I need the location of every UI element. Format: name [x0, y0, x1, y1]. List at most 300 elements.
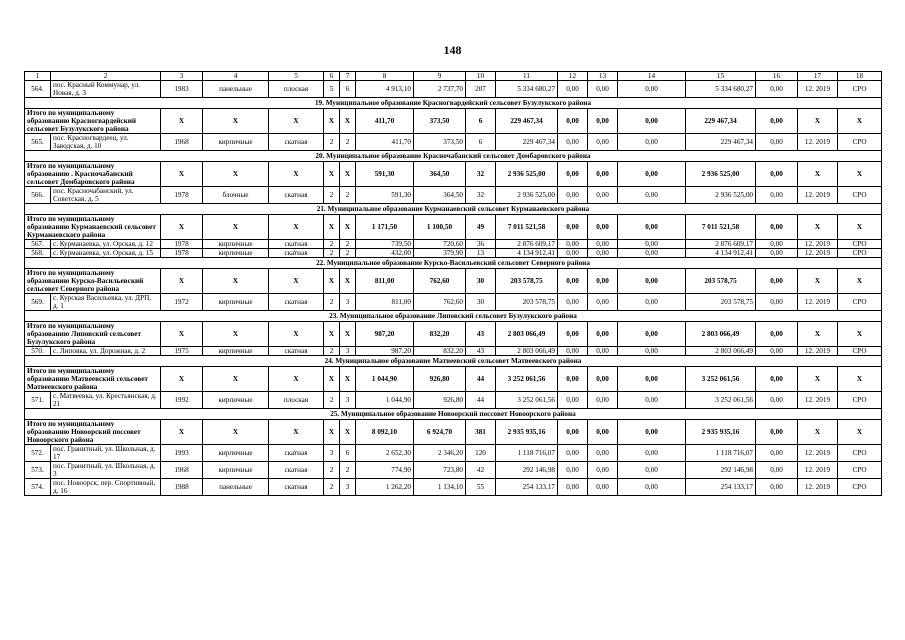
table-cell: 2 803 066,49	[496, 322, 558, 347]
table-cell: 1978	[161, 249, 203, 258]
table-cell: 565.	[25, 134, 51, 151]
table-cell: 0,00	[618, 420, 686, 445]
table-cell: 24. Муниципальное образование Матвеевский сельсовет Матвеевского района	[25, 356, 882, 367]
table-cell: X	[324, 215, 340, 240]
table-cell: 2 935 935,16	[686, 420, 756, 445]
table-cell: 0,00	[588, 347, 618, 356]
table-cell: 12. 2019	[798, 187, 838, 204]
table-cell: 5 334 680,27	[496, 81, 558, 98]
table-cell: 2 803 066,49	[686, 347, 756, 356]
table-cell: кирпичные	[203, 249, 269, 258]
table-cell: 0,00	[618, 269, 686, 294]
section-heading-row	[25, 98, 882, 109]
table-cell: 6	[466, 134, 496, 151]
table-cell: X	[798, 109, 838, 134]
table-cell: X	[203, 420, 269, 445]
table-cell: 762,60	[414, 269, 466, 294]
table-cell: X	[161, 322, 203, 347]
table-cell: X	[161, 269, 203, 294]
table-cell: 292 146,98	[686, 462, 756, 479]
table-cell: 1968	[161, 462, 203, 479]
table-cell: скатная	[269, 187, 324, 204]
table-cell: X	[324, 367, 340, 392]
table-cell: Итого по муниципальному образованию Липовский сельсовет Бузулукского района	[25, 322, 161, 347]
table-row	[25, 294, 882, 311]
table-cell: СРО	[838, 392, 882, 409]
section-heading-row	[25, 311, 882, 322]
table-cell: 2	[324, 462, 340, 479]
table-cell: 811,00	[356, 269, 414, 294]
table-cell: 411,70	[356, 134, 414, 151]
table-cell: Итого по муниципальному образованию Красногвардейский сельсовет Бузулукского района	[25, 109, 161, 134]
table-cell: пос. Гранитный, ул. Школьная, д. 17	[51, 445, 161, 462]
table-cell: 0,00	[558, 420, 588, 445]
table-cell: 2	[324, 294, 340, 311]
table-cell: 3	[340, 479, 356, 496]
table-cell: кирпичные	[203, 392, 269, 409]
table-cell: 720,60	[414, 240, 466, 249]
table-cell: 4	[203, 72, 269, 81]
table-cell: 2 936 525,00	[496, 162, 558, 187]
table-cell: 0,00	[618, 187, 686, 204]
table-cell: 14	[618, 72, 686, 81]
table-cell: 0,00	[588, 240, 618, 249]
table-cell: 203 578,75	[686, 294, 756, 311]
table-cell: СРО	[838, 81, 882, 98]
table-cell: 229 467,34	[686, 109, 756, 134]
table-cell: 364,50	[414, 187, 466, 204]
table-cell: СРО	[838, 240, 882, 249]
table-cell: 2	[324, 479, 340, 496]
table-cell: 0,00	[588, 134, 618, 151]
table-cell: Итого по муниципальному образованию Курманаевский сельсовет Курманаевского района	[25, 215, 161, 240]
table-cell: 987,20	[356, 347, 414, 356]
table-cell: СРО	[838, 462, 882, 479]
table-cell: X	[324, 269, 340, 294]
table-cell: Итого по муниципальному образованию Курско-Васильевский сельсовет Северного района	[25, 269, 161, 294]
table-cell: 3	[340, 392, 356, 409]
table-cell: СРО	[838, 187, 882, 204]
table-cell: 254 133,17	[686, 479, 756, 496]
table-cell: 3 252 061,56	[496, 392, 558, 409]
table-cell: 0,00	[588, 249, 618, 258]
table-cell: кирпичные	[203, 294, 269, 311]
table-row	[25, 347, 882, 356]
table-cell: 411,70	[356, 109, 414, 134]
table-cell: 6	[324, 72, 340, 81]
table-cell: 6	[466, 109, 496, 134]
table-cell: X	[161, 215, 203, 240]
table-cell: 2 936 525,00	[686, 187, 756, 204]
table-row	[25, 187, 882, 204]
table-cell: 6	[340, 445, 356, 462]
table-cell: X	[161, 109, 203, 134]
table-cell: 0,00	[756, 367, 798, 392]
table-cell: 926,80	[414, 392, 466, 409]
table-cell: 0,00	[588, 322, 618, 347]
table-cell: X	[161, 420, 203, 445]
table-cell: 5	[324, 81, 340, 98]
table-cell: кирпичные	[203, 240, 269, 249]
table-cell: с. Липовка, ул. Дорожная, д. 2	[51, 347, 161, 356]
table-cell: 0,00	[588, 81, 618, 98]
table-cell: 364,50	[414, 162, 466, 187]
total-row	[25, 367, 882, 392]
table-cell: 568.	[25, 249, 51, 258]
table-row	[25, 249, 882, 258]
total-row	[25, 215, 882, 240]
table-cell: 2 803 066,49	[686, 322, 756, 347]
table-cell: 12. 2019	[798, 392, 838, 409]
table-cell: 0,00	[756, 249, 798, 258]
table-cell: 12. 2019	[798, 347, 838, 356]
table-cell: СРО	[838, 294, 882, 311]
table-cell: X	[798, 215, 838, 240]
table-cell: 254 133,17	[496, 479, 558, 496]
table-cell: X	[324, 322, 340, 347]
table-cell: X	[269, 162, 324, 187]
table-cell: 2	[340, 187, 356, 204]
table-cell: кирпичные	[203, 134, 269, 151]
table-cell: X	[838, 367, 882, 392]
table-cell: 292 146,98	[496, 462, 558, 479]
table-cell: 12. 2019	[798, 479, 838, 496]
capital-repair-table	[24, 71, 882, 496]
table-cell: 7 011 521,58	[686, 215, 756, 240]
table-cell: 44	[466, 392, 496, 409]
table-cell: X	[269, 109, 324, 134]
table-cell: 0,00	[588, 367, 618, 392]
table-cell: с. Матвеевка, ул. Крестьянская, д. 21	[51, 392, 161, 409]
table-cell: 2	[324, 392, 340, 409]
table-cell: 1	[25, 72, 51, 81]
table-cell: X	[340, 162, 356, 187]
table-cell: 229 467,34	[686, 134, 756, 151]
table-cell: X	[340, 322, 356, 347]
table-cell: X	[203, 215, 269, 240]
table-cell: 203 578,75	[496, 294, 558, 311]
table-cell: 20. Муниципальное образование Красночабанский сельсовет Домбаровского района	[25, 151, 882, 162]
table-cell: 774,90	[356, 462, 414, 479]
table-cell: 0,00	[558, 367, 588, 392]
table-cell: 0,00	[588, 162, 618, 187]
table-cell: скатная	[269, 445, 324, 462]
table-cell: X	[798, 162, 838, 187]
table-cell: 11	[496, 72, 558, 81]
table-cell: 564.	[25, 81, 51, 98]
table-cell: кирпичные	[203, 347, 269, 356]
table-cell: плоская	[269, 81, 324, 98]
table-cell: 3 252 061,56	[686, 392, 756, 409]
table-cell: 0,00	[618, 479, 686, 496]
table-cell: 16	[756, 72, 798, 81]
table-cell: 49	[466, 215, 496, 240]
table-cell: 1 262,20	[356, 479, 414, 496]
table-cell: 1 100,50	[414, 215, 466, 240]
table-cell: 0,00	[756, 81, 798, 98]
table-cell: 7 011 521,58	[496, 215, 558, 240]
table-cell: 0,00	[756, 294, 798, 311]
table-cell: 30	[466, 269, 496, 294]
table-cell: скатная	[269, 249, 324, 258]
table-cell: 0,00	[618, 109, 686, 134]
table-cell: X	[340, 269, 356, 294]
table-cell: 0,00	[558, 479, 588, 496]
table-cell: 4 134 912,41	[686, 249, 756, 258]
table-cell: пос. Красный Коммунар, ул. Новая, д. 3	[51, 81, 161, 98]
table-cell: 0,00	[756, 187, 798, 204]
table-cell: 3	[161, 72, 203, 81]
table-cell: 0,00	[588, 392, 618, 409]
table-cell: 25. Муниципальное образование Новоорский поссовет Новоорского района	[25, 409, 882, 420]
table-cell: 4 913,10	[356, 81, 414, 98]
table-cell: 0,00	[618, 240, 686, 249]
table-cell: X	[798, 322, 838, 347]
table-cell: 12. 2019	[798, 294, 838, 311]
table-cell: 6 924,70	[414, 420, 466, 445]
table-cell: 2	[324, 347, 340, 356]
table-cell: 0,00	[756, 392, 798, 409]
table-cell: Итого по муниципальному образованию . Красночабанский сельсовет Домбаровского района	[25, 162, 161, 187]
table-cell: 13	[466, 249, 496, 258]
table-cell: 43	[466, 322, 496, 347]
table-cell: 12. 2019	[798, 249, 838, 258]
table-cell: 0,00	[558, 462, 588, 479]
table-cell: 36	[466, 240, 496, 249]
table-cell: X	[838, 215, 882, 240]
table-cell: 0,00	[558, 322, 588, 347]
table-cell: 1993	[161, 445, 203, 462]
table-cell: 373,50	[414, 134, 466, 151]
table-cell: 1978	[161, 187, 203, 204]
table-cell: 570.	[25, 347, 51, 356]
table-cell: 1992	[161, 392, 203, 409]
table-cell: 379,90	[414, 249, 466, 258]
table-cell: 32	[466, 187, 496, 204]
table-cell: 2	[340, 462, 356, 479]
table-cell: 0,00	[618, 215, 686, 240]
section-heading-row	[25, 151, 882, 162]
table-cell: 32	[466, 162, 496, 187]
table-cell: 0,00	[558, 269, 588, 294]
table-cell: 2 936 525,00	[686, 162, 756, 187]
table-cell: 12. 2019	[798, 240, 838, 249]
table-cell: 0,00	[756, 479, 798, 496]
table-cell: 2	[324, 187, 340, 204]
table-cell: СРО	[838, 479, 882, 496]
table-cell: 0,00	[618, 347, 686, 356]
table-cell: 2	[324, 134, 340, 151]
table-cell: 8 092,10	[356, 420, 414, 445]
table-cell: X	[798, 269, 838, 294]
table-cell: 2 936 525,00	[496, 187, 558, 204]
table-cell: СРО	[838, 249, 882, 258]
table-cell: X	[324, 420, 340, 445]
table-cell: 0,00	[588, 269, 618, 294]
table-cell: 0,00	[756, 240, 798, 249]
table-cell: 2	[324, 249, 340, 258]
table-cell: панельные	[203, 81, 269, 98]
section-heading-row	[25, 258, 882, 269]
table-cell: 591,30	[356, 187, 414, 204]
table-cell: 15	[686, 72, 756, 81]
table-cell: 0,00	[756, 269, 798, 294]
table-cell: кирпичные	[203, 462, 269, 479]
table-cell: с. Курманаевка, ул. Орская, д. 12	[51, 240, 161, 249]
table-cell: 0,00	[756, 445, 798, 462]
table-cell: 0,00	[558, 347, 588, 356]
table-cell: скатная	[269, 462, 324, 479]
table-cell: 0,00	[558, 294, 588, 311]
table-cell: 2	[340, 134, 356, 151]
table-cell: 0,00	[618, 445, 686, 462]
table-cell: X	[340, 109, 356, 134]
table-row	[25, 392, 882, 409]
table-cell: 2 876 609,17	[496, 240, 558, 249]
table-cell: 2	[51, 72, 161, 81]
table-cell: с. Курманаевка, ул. Орская, д. 15	[51, 249, 161, 258]
table-cell: 3	[340, 294, 356, 311]
table-cell: 0,00	[588, 420, 618, 445]
table-cell: 1978	[161, 240, 203, 249]
table-cell: X	[340, 215, 356, 240]
table-cell: 1 171,50	[356, 215, 414, 240]
table-cell: 739,50	[356, 240, 414, 249]
table-cell: 203 578,75	[496, 269, 558, 294]
page-number: 148	[443, 43, 462, 57]
table-cell: 0,00	[558, 134, 588, 151]
table-cell: X	[161, 162, 203, 187]
table-cell: скатная	[269, 134, 324, 151]
total-row	[25, 162, 882, 187]
table-cell: 571.	[25, 392, 51, 409]
table-cell: 17	[798, 72, 838, 81]
table-cell: 926,80	[414, 367, 466, 392]
total-row	[25, 420, 882, 445]
table-row	[25, 462, 882, 479]
table-cell: 569.	[25, 294, 51, 311]
table-cell: 832,20	[414, 322, 466, 347]
table-cell: 7	[340, 72, 356, 81]
table-cell: 2	[340, 240, 356, 249]
table-cell: 811,00	[356, 294, 414, 311]
table-cell: 23. Муниципальное образование Липовский сельсовет Бузулукского района	[25, 311, 882, 322]
table-cell: 2	[340, 249, 356, 258]
table-cell: 1988	[161, 479, 203, 496]
table-cell: 12. 2019	[798, 134, 838, 151]
table-cell: 0,00	[618, 392, 686, 409]
table-cell: 12. 2019	[798, 445, 838, 462]
table-cell: 3 252 061,56	[496, 367, 558, 392]
table-cell: X	[269, 215, 324, 240]
table-cell: пос. Новоорск, пер. Спортивный, д. 16	[51, 479, 161, 496]
table-cell: X	[203, 367, 269, 392]
table-cell: X	[203, 162, 269, 187]
table-cell: 42	[466, 462, 496, 479]
table-cell: пос. Красногвардеец, ул. Заводская, д. 10	[51, 134, 161, 151]
table-row	[25, 445, 882, 462]
table-cell: 0,00	[618, 134, 686, 151]
total-row	[25, 322, 882, 347]
total-row	[25, 109, 882, 134]
table-cell: 573.	[25, 462, 51, 479]
table-cell: 0,00	[756, 162, 798, 187]
table-cell: скатная	[269, 479, 324, 496]
section-heading-row	[25, 409, 882, 420]
table-cell: 0,00	[558, 392, 588, 409]
table-cell: 1 044,90	[356, 367, 414, 392]
table-cell: 574.	[25, 479, 51, 496]
table-cell: 229 467,34	[496, 109, 558, 134]
table-cell: 44	[466, 367, 496, 392]
table-cell: 0,00	[588, 445, 618, 462]
section-heading-row	[25, 356, 882, 367]
table-cell: X	[838, 269, 882, 294]
table-cell: X	[324, 162, 340, 187]
table-cell: СРО	[838, 347, 882, 356]
table-cell: 43	[466, 347, 496, 356]
table-cell: X	[798, 420, 838, 445]
table-cell: 566.	[25, 187, 51, 204]
table-cell: 1975	[161, 347, 203, 356]
table-cell: 0,00	[558, 249, 588, 258]
table-cell: СРО	[838, 445, 882, 462]
table-cell: СРО	[838, 134, 882, 151]
table-cell: X	[798, 367, 838, 392]
table-cell: 0,00	[558, 109, 588, 134]
table-cell: 1 118 716,07	[496, 445, 558, 462]
table-cell: 19. Муниципальное образование Красногвардейский сельсовет Бузулукского района	[25, 98, 882, 109]
table-cell: 207	[466, 81, 496, 98]
table-cell: 0,00	[558, 162, 588, 187]
column-number-row	[25, 72, 882, 81]
table-cell: 572.	[25, 445, 51, 462]
table-cell: X	[340, 367, 356, 392]
table-cell: пос. Гранитный, ул. Школьная, д. 3	[51, 462, 161, 479]
table-cell: X	[203, 322, 269, 347]
table-cell: 21. Муниципальное образование Курманаевский сельсовет Курманаевского района	[25, 204, 882, 215]
table-cell: скатная	[269, 240, 324, 249]
table-cell: 2	[324, 240, 340, 249]
table-cell: 723,80	[414, 462, 466, 479]
table-cell: 1968	[161, 134, 203, 151]
table-cell: 762,60	[414, 294, 466, 311]
table-cell: 0,00	[618, 462, 686, 479]
table-cell: 0,00	[618, 81, 686, 98]
table-cell: 2 652,30	[356, 445, 414, 462]
table-cell: 2 803 066,49	[496, 347, 558, 356]
table-cell: 22. Муниципальное образование Курско-Васильевский сельсовет Северного района	[25, 258, 882, 269]
table-cell: 0,00	[588, 479, 618, 496]
table-cell: 0,00	[756, 134, 798, 151]
table-cell: скатная	[269, 294, 324, 311]
table-cell: 0,00	[558, 240, 588, 249]
table-cell: 12. 2019	[798, 462, 838, 479]
table-cell: X	[269, 322, 324, 347]
table-cell: 3 252 061,56	[686, 367, 756, 392]
table-cell: 120	[466, 445, 496, 462]
section-heading-row	[25, 204, 882, 215]
table-cell: 0,00	[756, 462, 798, 479]
table-cell: кирпичные	[203, 445, 269, 462]
table-cell: 0,00	[558, 81, 588, 98]
table-cell: 0,00	[558, 187, 588, 204]
table-row	[25, 134, 882, 151]
table-cell: 591,30	[356, 162, 414, 187]
table-cell: 0,00	[618, 322, 686, 347]
table-cell: X	[161, 367, 203, 392]
table-cell: 10	[466, 72, 496, 81]
